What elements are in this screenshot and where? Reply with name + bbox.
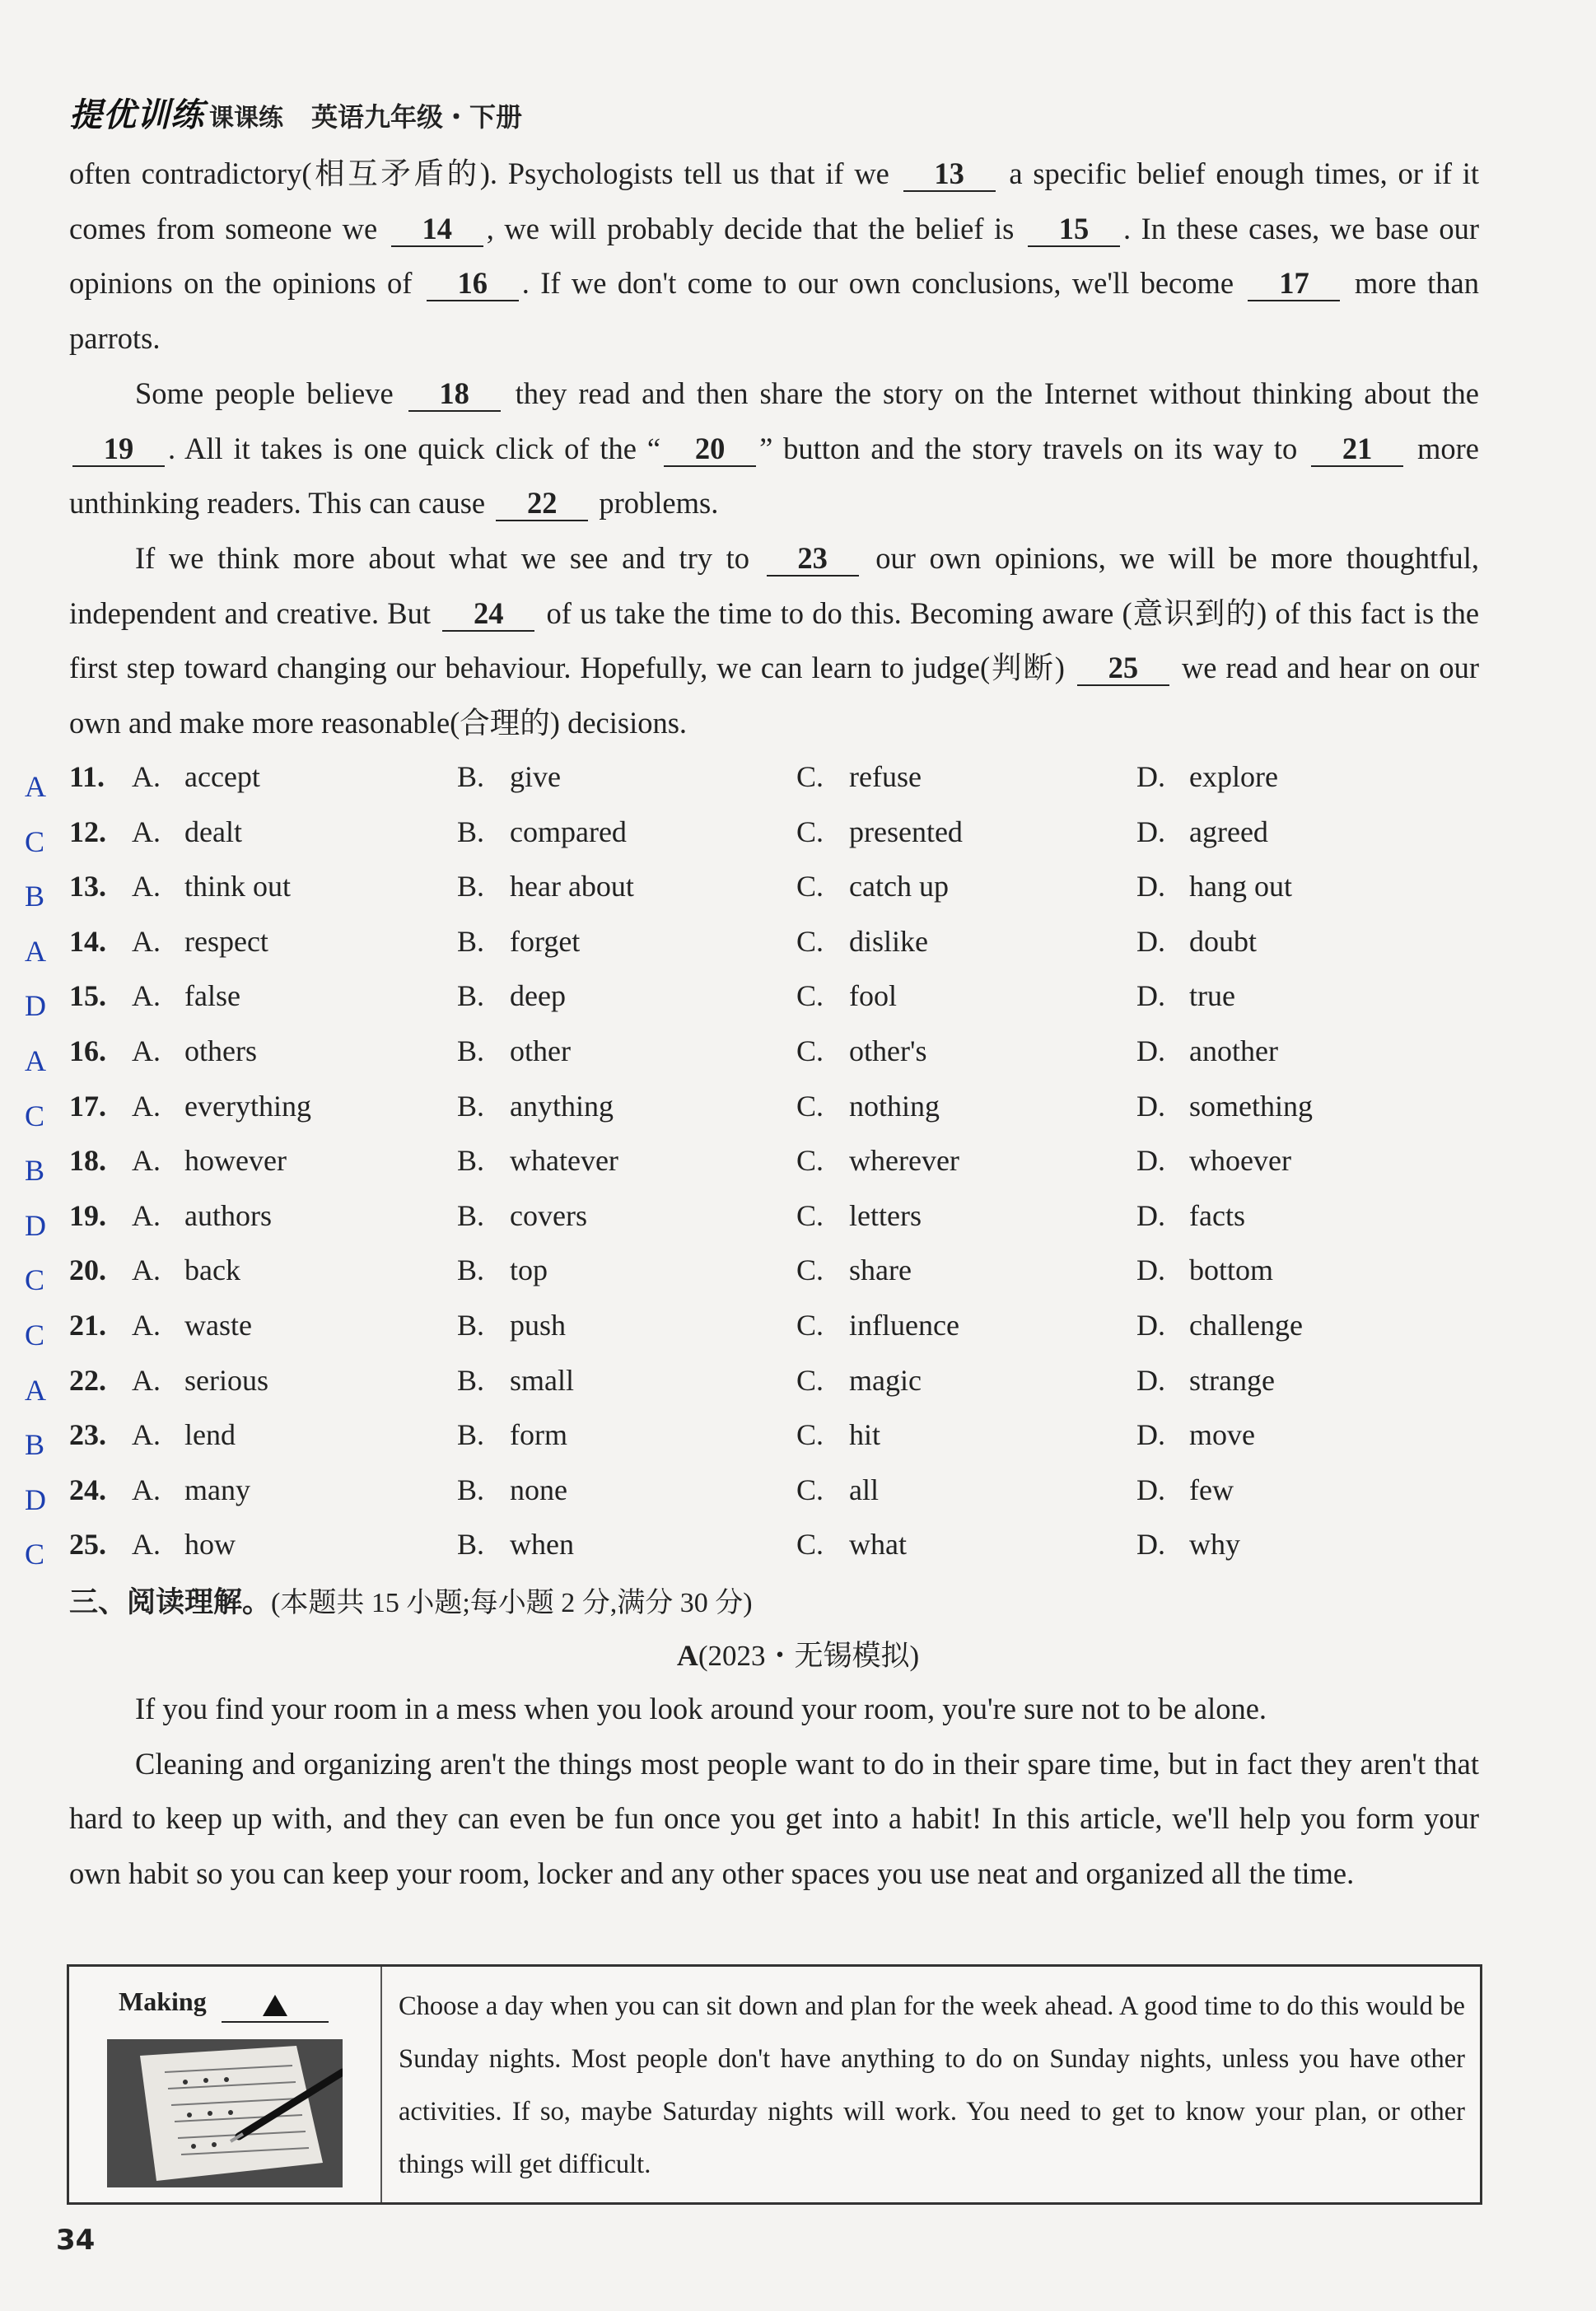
- answer-mark: B: [25, 1428, 45, 1462]
- option-a: [132, 1034, 257, 1068]
- option-d: [1136, 869, 1292, 903]
- option-b: [457, 978, 566, 1013]
- question-number: 21.: [69, 1308, 106, 1342]
- option-text: anything: [510, 1089, 614, 1123]
- option-text: respect: [184, 924, 268, 958]
- option-d: [1136, 978, 1235, 1013]
- option-label: A.: [132, 1254, 161, 1287]
- option-label: A.: [132, 870, 161, 903]
- option-label: C.: [796, 1528, 824, 1562]
- section-heading: [69, 1580, 753, 1621]
- option-text: dislike: [849, 924, 928, 958]
- option-a: [132, 1089, 311, 1123]
- option-label: C.: [796, 870, 824, 903]
- question-row: [25, 1081, 1507, 1136]
- book-title: 英语九年级・下册: [311, 101, 523, 133]
- question-number: 14.: [69, 924, 106, 958]
- option-a: [132, 978, 240, 1013]
- option-label: B.: [457, 870, 485, 903]
- option-text: many: [184, 1473, 250, 1506]
- option-a: [132, 869, 291, 903]
- option-label: D.: [1136, 924, 1165, 958]
- page-header: [69, 89, 522, 138]
- option-text: whatever: [510, 1144, 618, 1178]
- option-text: something: [1189, 1089, 1313, 1123]
- answer-mark: C: [25, 1538, 45, 1571]
- reading-passage: [69, 1682, 1479, 1902]
- option-text: push: [510, 1308, 567, 1342]
- brand-subtitle: 课课练: [209, 104, 283, 133]
- text-span: problems.: [599, 486, 719, 521]
- option-c: [796, 1527, 907, 1562]
- option-c: [796, 1253, 912, 1287]
- option-label: C.: [796, 1473, 824, 1506]
- cloze-passage: [69, 147, 1479, 751]
- option-d: [1136, 1034, 1278, 1068]
- question-row: [25, 1355, 1507, 1410]
- option-a: [132, 1417, 236, 1452]
- option-c: [796, 759, 922, 794]
- option-label: D.: [1136, 1254, 1165, 1287]
- option-label: D.: [1136, 870, 1165, 903]
- blank-21: 21: [1311, 432, 1403, 467]
- question-number: 16.: [69, 1034, 106, 1067]
- option-text: serious: [184, 1363, 268, 1397]
- text-span: a specific belief enough times, or if it comes from someone we: [69, 156, 1480, 245]
- option-text: challenge: [1189, 1308, 1303, 1342]
- passage-subheading: [0, 1633, 1596, 1674]
- option-label: B.: [457, 815, 485, 848]
- option-label: B.: [457, 760, 485, 793]
- option-text: refuse: [849, 760, 922, 793]
- answer-mark: B: [25, 1154, 45, 1188]
- passage-source: (2023・无锡模拟): [698, 1640, 920, 1672]
- text-span: they read and then share the story on the Internet without thinking about the: [515, 376, 1479, 410]
- option-label: D.: [1136, 1144, 1165, 1178]
- question-number: 19.: [69, 1198, 106, 1232]
- option-label: C.: [796, 1308, 824, 1342]
- option-d: [1136, 1198, 1245, 1233]
- option-c: [796, 1308, 959, 1342]
- blank-14: 14: [391, 212, 483, 247]
- question-number: 17.: [69, 1089, 106, 1123]
- option-a: [132, 1527, 236, 1562]
- box-title: Making: [119, 1987, 207, 2016]
- box-blank: [222, 1991, 329, 2023]
- option-text: few: [1189, 1473, 1234, 1506]
- option-b: [457, 815, 627, 849]
- answer-mark: C: [25, 824, 45, 858]
- text-span: . In these cases, we base our opinions on the opinions of: [69, 211, 1480, 301]
- option-text: form: [510, 1418, 567, 1452]
- triangle-icon: [263, 1995, 287, 2016]
- option-label: B.: [457, 1254, 485, 1287]
- option-a: [132, 1473, 250, 1507]
- info-box-left: [69, 1967, 382, 2202]
- option-b: [457, 924, 580, 959]
- question-row: [25, 1244, 1507, 1300]
- text-span: more unthinking readers. This can cause: [69, 431, 1480, 521]
- option-text: bottom: [1189, 1254, 1274, 1287]
- option-label: C.: [796, 1254, 824, 1287]
- question-number: 25.: [69, 1528, 106, 1562]
- option-d: [1136, 1363, 1275, 1398]
- option-label: D.: [1136, 1528, 1165, 1562]
- option-text: compared: [510, 815, 627, 848]
- question-row: [25, 1519, 1507, 1574]
- option-label: C.: [796, 924, 824, 958]
- blank-18: 18: [408, 377, 501, 412]
- option-label: A.: [132, 1528, 161, 1562]
- option-text: catch up: [849, 870, 949, 903]
- option-text: small: [510, 1363, 574, 1397]
- blank-15: 15: [1028, 212, 1120, 247]
- option-text: whoever: [1189, 1144, 1291, 1178]
- option-d: [1136, 1089, 1313, 1123]
- option-text: magic: [849, 1363, 922, 1397]
- option-b: [457, 1473, 567, 1507]
- option-text: strange: [1189, 1363, 1275, 1397]
- option-label: B.: [457, 1473, 485, 1506]
- answer-mark: C: [25, 1263, 45, 1297]
- text-span: . If we don't come to our own conclusions, we'll become: [521, 266, 1234, 301]
- question-number: 24.: [69, 1473, 106, 1506]
- blank-24: 24: [442, 597, 534, 632]
- option-b: [457, 1198, 587, 1233]
- info-box: [67, 1964, 1482, 2205]
- option-label: B.: [457, 1144, 485, 1178]
- text-span: Some people believe: [135, 376, 394, 410]
- option-text: lend: [184, 1418, 236, 1452]
- passage-letter: A: [676, 1639, 698, 1672]
- option-label: A.: [132, 1034, 161, 1067]
- option-text: when: [510, 1528, 574, 1562]
- option-b: [457, 1308, 566, 1342]
- option-label: B.: [457, 924, 485, 958]
- option-text: others: [184, 1034, 257, 1067]
- cloze-paragraph-3: [69, 531, 1479, 751]
- option-a: [132, 1363, 268, 1398]
- option-text: none: [510, 1473, 567, 1506]
- option-a: [132, 815, 242, 849]
- option-text: accept: [184, 760, 260, 793]
- option-text: all: [849, 1473, 879, 1506]
- option-text: other's: [849, 1034, 927, 1067]
- option-c: [796, 1034, 926, 1068]
- question-row: [25, 1190, 1507, 1245]
- option-b: [457, 1527, 574, 1562]
- answer-mark: A: [25, 770, 46, 803]
- text-span: ” button and the story travels on its way to: [759, 431, 1298, 465]
- option-label: B.: [457, 1089, 485, 1123]
- question-number: 13.: [69, 870, 106, 903]
- text-span: of us take the time to do this. Becoming aware (意识到的) of this fact is the first step toward changing our behaviour. Hopefully, we can learn to judge(判断): [69, 595, 1480, 685]
- option-text: what: [849, 1528, 907, 1562]
- option-d: [1136, 1417, 1255, 1452]
- option-b: [457, 869, 634, 903]
- option-text: deep: [510, 979, 566, 1013]
- option-c: [796, 1198, 922, 1233]
- option-a: [132, 924, 268, 959]
- option-c: [796, 1143, 959, 1178]
- option-c: [796, 869, 949, 903]
- option-text: nothing: [849, 1089, 940, 1123]
- option-a: [132, 1253, 240, 1287]
- answer-mark: A: [25, 934, 46, 968]
- option-text: why: [1189, 1528, 1240, 1562]
- option-label: A.: [132, 1308, 161, 1342]
- section-note: (本题共 15 小题;每小题 2 分,满分 30 分): [271, 1588, 753, 1618]
- blank-25: 25: [1077, 651, 1169, 686]
- option-text: how: [184, 1528, 236, 1562]
- option-text: agreed: [1189, 815, 1268, 848]
- text-span: more than parrots.: [69, 266, 1480, 356]
- question-number: 12.: [69, 815, 106, 848]
- answer-mark: C: [25, 1099, 45, 1132]
- option-label: B.: [457, 1528, 485, 1562]
- text-span: we read and hear on our own and make more reasonable(合理的) decisions.: [69, 651, 1480, 740]
- question-row: [25, 1464, 1507, 1520]
- option-label: A.: [132, 1144, 161, 1178]
- question-row: [25, 1135, 1507, 1190]
- cloze-paragraph-1: [69, 147, 1479, 366]
- section-title: 三、阅读理解。: [69, 1586, 272, 1619]
- answer-mark: D: [25, 989, 46, 1023]
- option-c: [796, 815, 963, 849]
- blank-23: 23: [767, 542, 859, 577]
- option-label: B.: [457, 979, 485, 1013]
- option-label: B.: [457, 1198, 485, 1232]
- text-span: , we will probably decide that the belief is: [486, 211, 1015, 245]
- blank-20: 20: [664, 432, 756, 467]
- option-text: true: [1189, 979, 1235, 1013]
- option-c: [796, 1089, 940, 1123]
- option-label: C.: [796, 760, 824, 793]
- option-label: D.: [1136, 1089, 1165, 1123]
- option-text: however: [184, 1144, 287, 1178]
- option-text: facts: [1189, 1198, 1245, 1232]
- option-d: [1136, 815, 1268, 849]
- option-text: other: [510, 1034, 571, 1067]
- option-label: C.: [796, 1418, 824, 1452]
- option-text: everything: [184, 1089, 311, 1123]
- option-label: B.: [457, 1363, 485, 1397]
- option-label: A.: [132, 815, 161, 848]
- option-label: A.: [132, 1363, 161, 1397]
- option-text: give: [510, 760, 561, 793]
- option-d: [1136, 1253, 1273, 1287]
- text-span: our own opinions, we will be more thoughtful, independent and creative. But: [69, 540, 1479, 630]
- question-row: [25, 1300, 1507, 1355]
- option-d: [1136, 1527, 1240, 1562]
- option-label: D.: [1136, 1363, 1165, 1397]
- option-label: D.: [1136, 979, 1165, 1013]
- option-text: move: [1189, 1418, 1255, 1452]
- option-label: A.: [132, 1418, 161, 1452]
- option-label: C.: [796, 815, 824, 848]
- question-number: 18.: [69, 1144, 106, 1178]
- brand-title: 提优训练: [69, 96, 204, 134]
- option-text: wherever: [849, 1144, 959, 1178]
- option-text: covers: [510, 1198, 587, 1232]
- option-text: authors: [184, 1198, 272, 1232]
- option-a: [132, 1308, 252, 1342]
- answer-mark: C: [25, 1318, 45, 1352]
- cloze-paragraph-2: [69, 366, 1479, 531]
- option-text: hear about: [510, 870, 634, 903]
- option-label: A.: [132, 979, 161, 1013]
- option-text: waste: [184, 1308, 252, 1342]
- option-text: letters: [849, 1198, 922, 1232]
- text-span: often contradictory(相互矛盾的). Psychologists tell us that if we: [69, 156, 889, 190]
- option-b: [457, 1363, 574, 1398]
- reading-paragraph-1: If you find your room in a mess when you look around your room, you're sure not to be alone.: [135, 1692, 1267, 1725]
- box-paragraph: Choose a day when you can sit down and plan for the week ahead. A good time to do this would be Sunday nights. Most people don't have anything to do on Sunday nights, unless you have other activities. If so, maybe Saturday nights will work. You need to get to know your plan, or other things will get difficult.: [399, 1991, 1465, 2179]
- blank-17: 17: [1248, 267, 1340, 301]
- question-row: [25, 751, 1507, 806]
- option-label: A.: [132, 760, 161, 793]
- question-row: [25, 1025, 1507, 1081]
- question-row: [25, 861, 1507, 916]
- option-c: [796, 924, 928, 959]
- option-a: [132, 1143, 287, 1178]
- option-text: hang out: [1189, 870, 1292, 903]
- page-number: 34: [56, 2224, 96, 2257]
- option-a: [132, 759, 260, 794]
- question-number: 22.: [69, 1363, 106, 1397]
- text-span: . All it takes is one quick click of the “: [168, 431, 661, 465]
- option-text: dealt: [184, 815, 242, 848]
- info-box-text: [399, 1980, 1465, 2191]
- blank-16: 16: [427, 267, 519, 301]
- option-b: [457, 1143, 618, 1178]
- option-text: influence: [849, 1308, 959, 1342]
- option-label: B.: [457, 1034, 485, 1067]
- question-row: [25, 806, 1507, 861]
- option-d: [1136, 1473, 1234, 1507]
- option-d: [1136, 1143, 1291, 1178]
- option-text: explore: [1189, 760, 1278, 793]
- option-label: B.: [457, 1308, 485, 1342]
- option-label: D.: [1136, 1473, 1165, 1506]
- option-text: false: [184, 979, 240, 1013]
- reading-paragraph-2: Cleaning and organizing aren't the things most people want to do in their spare time, but in fact they aren't that hard to keep up with, and they can even be fun once you get into a habit! In this article, we'll help you form your own habit so you can keep your room, locker and any other spaces you use neat and organized all the time.: [69, 1746, 1479, 1891]
- question-number: 15.: [69, 979, 106, 1013]
- answer-mark: B: [25, 880, 45, 913]
- option-text: doubt: [1189, 924, 1258, 958]
- blank-13: 13: [903, 157, 996, 192]
- question-number: 11.: [69, 760, 105, 793]
- question-row: [25, 1409, 1507, 1464]
- option-b: [457, 1034, 571, 1068]
- option-text: back: [184, 1254, 240, 1287]
- option-d: [1136, 759, 1278, 794]
- option-label: D.: [1136, 760, 1165, 793]
- option-label: A.: [132, 1089, 161, 1123]
- option-d: [1136, 924, 1257, 959]
- option-text: fool: [849, 979, 897, 1013]
- option-label: A.: [132, 1198, 161, 1232]
- text-span: If we think more about what we see and try to: [135, 540, 749, 575]
- option-label: C.: [796, 1198, 824, 1232]
- blank-22: 22: [496, 487, 588, 521]
- option-b: [457, 759, 561, 794]
- option-label: C.: [796, 1089, 824, 1123]
- blank-19: 19: [72, 432, 165, 467]
- option-text: think out: [184, 870, 292, 903]
- option-b: [457, 1089, 614, 1123]
- option-c: [796, 1363, 922, 1398]
- question-row: [25, 970, 1507, 1025]
- option-text: hit: [849, 1418, 881, 1452]
- option-b: [457, 1253, 548, 1287]
- option-label: D.: [1136, 1198, 1165, 1232]
- option-label: D.: [1136, 1308, 1165, 1342]
- option-label: C.: [796, 1363, 824, 1397]
- option-label: A.: [132, 924, 161, 958]
- option-a: [132, 1198, 272, 1233]
- planner-pen-icon: [107, 2039, 343, 2187]
- option-b: [457, 1417, 567, 1452]
- option-text: another: [1189, 1034, 1278, 1067]
- answer-mark: A: [25, 1373, 46, 1407]
- option-label: C.: [796, 1034, 824, 1067]
- answer-mark: D: [25, 1482, 46, 1516]
- option-label: B.: [457, 1418, 485, 1452]
- option-label: D.: [1136, 1418, 1165, 1452]
- option-d: [1136, 1308, 1303, 1342]
- option-c: [796, 978, 897, 1013]
- option-c: [796, 1417, 880, 1452]
- planner-image: [107, 2039, 343, 2187]
- question-row: [25, 916, 1507, 971]
- question-number: 20.: [69, 1254, 106, 1287]
- option-c: [796, 1473, 879, 1507]
- option-label: C.: [796, 979, 824, 1013]
- question-list: [25, 751, 1507, 1574]
- answer-mark: D: [25, 1208, 46, 1242]
- question-number: 23.: [69, 1418, 106, 1452]
- option-text: share: [849, 1254, 912, 1287]
- option-label: A.: [132, 1473, 161, 1506]
- option-label: D.: [1136, 1034, 1165, 1067]
- option-text: forget: [510, 924, 581, 958]
- option-label: D.: [1136, 815, 1165, 848]
- option-label: C.: [796, 1144, 824, 1178]
- option-text: presented: [849, 815, 963, 848]
- answer-mark: A: [25, 1043, 46, 1077]
- option-text: top: [510, 1254, 548, 1287]
